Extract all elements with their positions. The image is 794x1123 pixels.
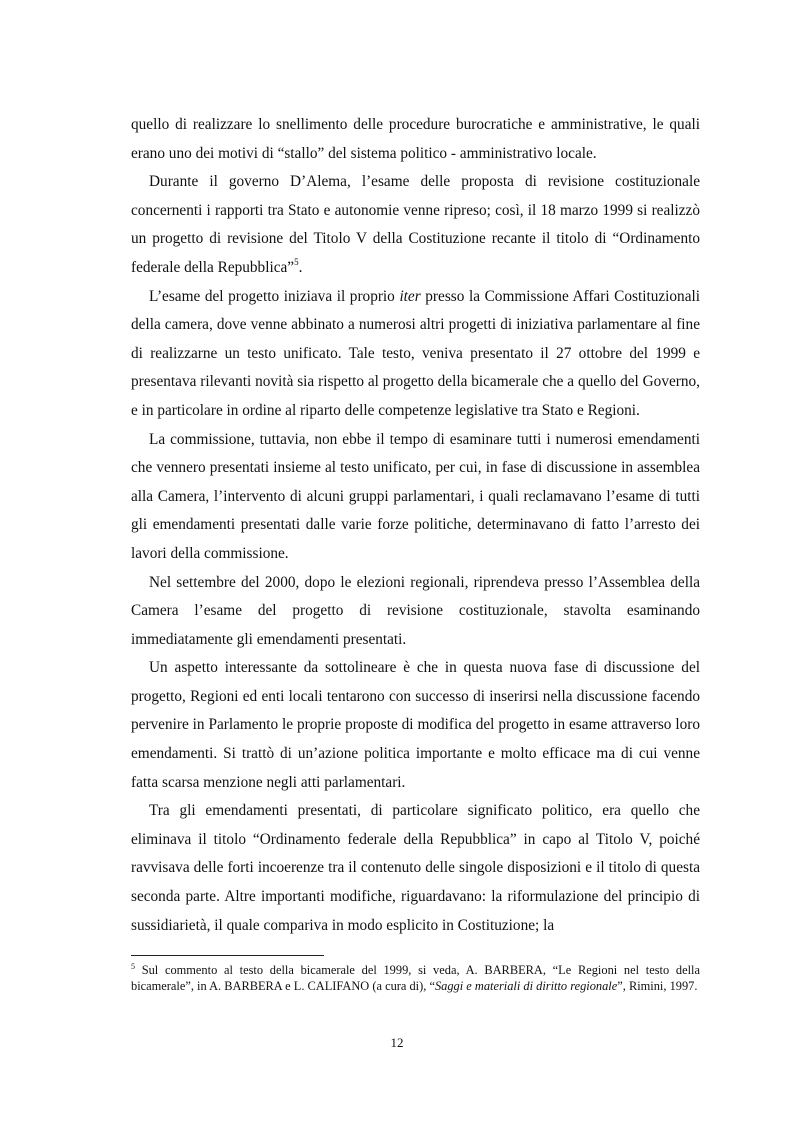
footnote-text-before: Sul commento al testo della bicamerale del 1999, si veda, A. BARBERA, “Le Regioni nel testo della bicamerale”, in A. BARBERA e L. CALIFANO (a cura di), “ <box>131 963 700 993</box>
paragraph-3-italic: iter <box>399 287 421 305</box>
paragraph-6: Un aspetto interessante da sottolineare è che in questa nuova fase di discussione del progetto, Regioni ed enti locali tentarono con successo di inserirsi nella discussione facendo pervenire in Parlamento le proprie proposte di modifica del progetto in esame attraverso loro emendamenti. Si trattò di un’azione politica importante e molto efficace ma di cui venne fatta scarsa menzione negli atti parlamentari. <box>131 659 700 791</box>
paragraph-3-after: presso la Commissione Affari Costituzionali della camera, dove venne abbinato a numerosi altri progetti di iniziativa parlamentare al fine di realizzarne un testo unificato. Tale testo, veniva presentato il 27 ottobre del 1999 e presentava rilevanti novità sia rispetto al progetto della bicamerale che a quello del Governo, e in particolare in ordine al riparto delle competenze legislative tra Stato e Regioni. <box>131 287 701 419</box>
footnote-text-after: ”, Rimini, 1997. <box>617 979 698 993</box>
body-text <box>131 111 700 940</box>
footnote <box>131 962 700 994</box>
paragraph-7: Tra gli emendamenti presentati, di particolare significato politico, era quello che eliminava il titolo “Ordinamento federale della Repubblica” in capo al Titolo V, poiché ravvisava delle forti incoerenze tra il contenuto delle singole disposizioni e il titolo di questa seconda parte. Altre importanti modifiche, riguardavano: la riformulazione del principio di sussidiarietà, il quale compariva in modo esplicito in Costituzione; la <box>131 802 700 934</box>
paragraph-2-tail: . <box>298 258 303 276</box>
footnote-divider <box>131 955 324 956</box>
paragraph-2-text: Durante il governo D’Alema, l’esame delle proposta di revisione costituzionale concernenti i rapporti tra Stato e autonomie venne ripreso; così, il 18 marzo 1999 si realizzò un progetto di revisione del Titolo V della Costituzione recante il titolo di “Ordinamento federale della Repubblica” <box>131 173 700 276</box>
paragraph-5: Nel settembre del 2000, dopo le elezioni regionali, riprendeva presso l’Assemblea della Camera l’esame del progetto di revisione costituzionale, stavolta esaminando immediatamente gli emendamenti presentati. <box>131 573 700 648</box>
paragraph-2 <box>131 168 700 282</box>
footnote-number: 5 <box>131 962 135 971</box>
paragraph-1: quello di realizzare lo snellimento delle procedure burocratiche e amministrative, le quali erano uno dei motivi di “stallo” del sistema politico - amministrativo locale. <box>131 116 700 162</box>
paragraph-3-before: L’esame del progetto iniziava il proprio <box>149 287 400 305</box>
footnote-reference[interactable]: 5 <box>294 256 299 267</box>
page-number: 12 <box>390 1035 404 1050</box>
paragraph-3 <box>131 283 700 426</box>
paragraph-4: La commissione, tuttavia, non ebbe il tempo di esaminare tutti i numerosi emendamenti che vennero presentati insieme al testo unificato, per cui, in fase di discussione in assemblea alla Camera, l’intervento di alcuni gruppi parlamentari, i quali reclamavano l’esame di tutti gli emendamenti presentati dalle varie forze politiche, determinavano di fatto l’arresto dei lavori della commissione. <box>131 430 700 562</box>
footnote-text-italic: Saggi e materiali di diritto regionale <box>434 979 618 993</box>
